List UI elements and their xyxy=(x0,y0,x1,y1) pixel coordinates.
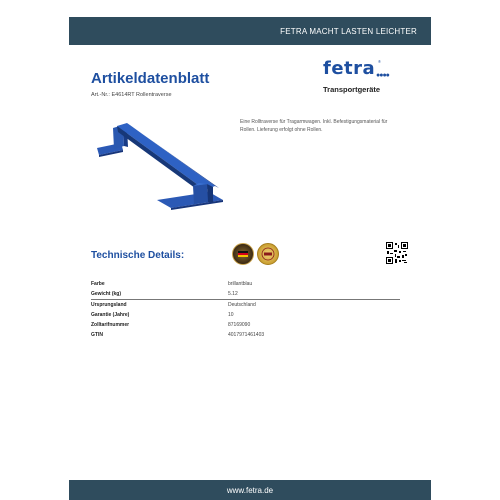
technical-details-heading: Technische Details: xyxy=(91,250,185,261)
row-label: GTIN xyxy=(91,332,103,338)
table-row xyxy=(91,289,400,300)
german-quality-seal-icon xyxy=(232,243,254,265)
row-label: Farbe xyxy=(91,281,105,287)
row-label: Zolltarifnummer xyxy=(91,322,130,328)
row-label: Garantie (Jahre) xyxy=(91,312,130,318)
table-row xyxy=(91,300,400,311)
row-value: 10 xyxy=(228,312,234,318)
top-banner xyxy=(69,17,431,45)
row-value: Deutschland xyxy=(228,302,256,308)
logo-subtitle: Transportgeräte xyxy=(323,85,381,94)
table-row xyxy=(91,279,400,289)
technical-details-table xyxy=(91,279,400,340)
row-value: 5.12 xyxy=(228,289,400,300)
logo-wordmark: fetra xyxy=(323,58,376,79)
row-value: 4017971461403 xyxy=(228,332,265,338)
logo-dots-icon: ●●●● xyxy=(376,72,389,79)
table-row xyxy=(91,330,400,340)
table-row xyxy=(91,310,400,320)
product-image xyxy=(91,112,231,217)
registered-mark: ® xyxy=(378,59,381,64)
table-row xyxy=(91,320,400,330)
brand-slogan: FETRA MACHT LASTEN LEICHTER xyxy=(280,26,417,36)
product-description: Eine Rolltraverse für Tragarmwagen. Inkl. Befestigungsmaterial für Rollen. Lieferung erfolgt ohne Rollen. xyxy=(240,119,388,133)
qr-code-icon[interactable] xyxy=(386,242,408,264)
fetra-logo xyxy=(315,58,405,108)
footer-banner xyxy=(69,480,431,500)
warranty-seal-icon xyxy=(257,243,279,265)
page-title: Artikeldatenblatt xyxy=(91,70,210,87)
website-link[interactable]: www.fetra.de xyxy=(226,485,274,495)
datasheet-page xyxy=(69,0,431,500)
row-label: Ursprungsland xyxy=(91,302,127,308)
row-value: 87169090 xyxy=(228,322,251,328)
article-number: Art.-Nr.: E4614RT Rollentraverse xyxy=(91,92,172,98)
row-value: brillantblau xyxy=(228,281,253,287)
row-label: Gewicht (kg) xyxy=(91,289,228,300)
